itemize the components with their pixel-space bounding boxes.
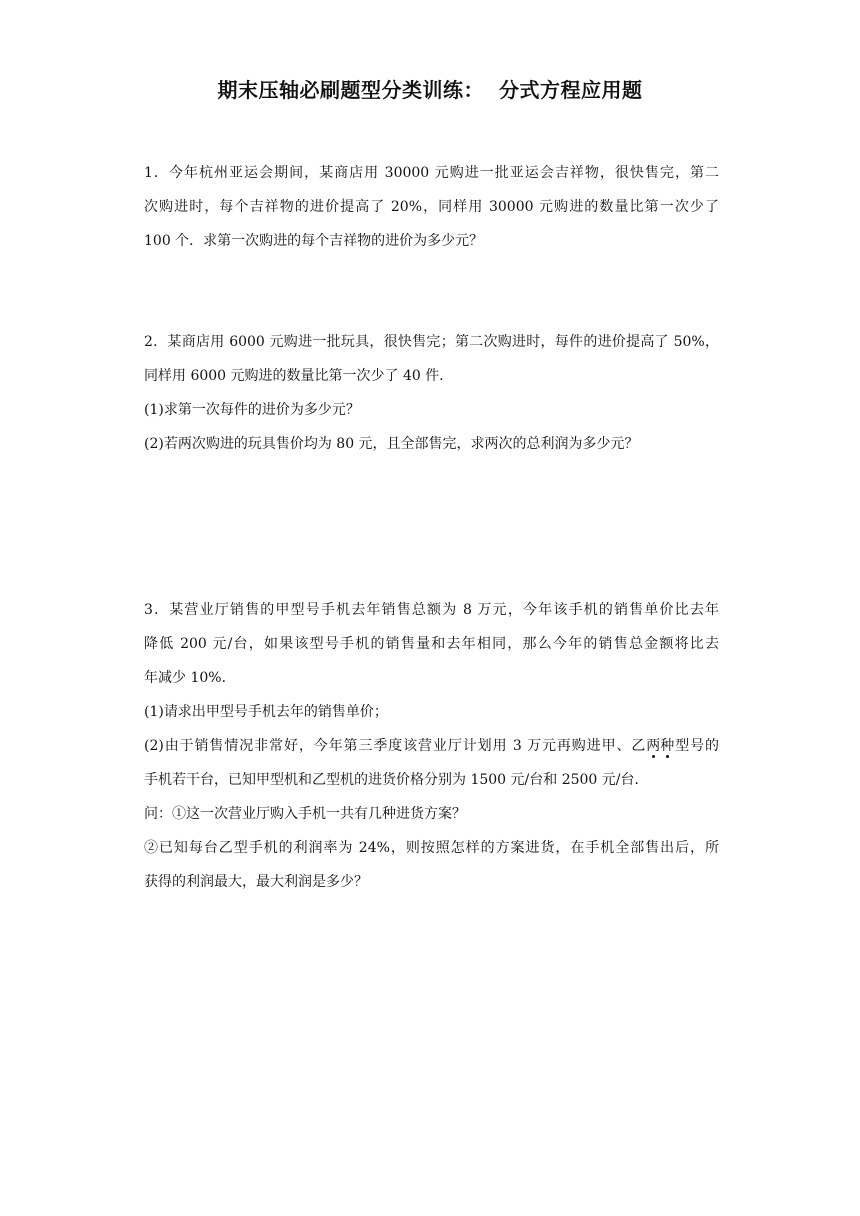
emphasis-dot-char: 种 [660, 729, 674, 763]
problem-2-question-2: (2)若两次购进的玩具售价均为 80 元，且全部售完，求两次的总利润为多少元？ [144, 436, 639, 452]
problem-1-line-3: 100 个．求第一次购进的每个吉祥物的进价为多少元？ [144, 233, 484, 249]
problem-3-subquestion-2-cont: 获得的利润最大，最大利润是多少？ [144, 874, 368, 890]
problem-3-line-3: 年减少 10%． [144, 670, 236, 686]
problem-3-question-2: (2)由于销售情况非常好，今年第三季度该营业厅计划用 3 万元再购进甲、乙两种型号的 [144, 729, 719, 763]
problem-1-line-1: 1．今年杭州亚运会期间，某商店用 30000 元购进一批亚运会吉祥物，很快售完，第二 [144, 165, 719, 181]
problem-3-line-1: 3．某营业厅销售的甲型号手机去年销售总额为 8 万元，今年该手机的销售单价比去年 [144, 602, 719, 618]
problem-3 [144, 593, 719, 899]
problem-3-question-1: (1)请求出甲型号手机去年的销售单价； [144, 704, 388, 720]
problem-2-line-1: 2．某商店用 6000 元购进一批玩具，很快售完；第二次购进时，每件的进价提高了 50%， [144, 334, 719, 350]
page-title: 期末压轴必刷题型分类训练： 分式方程应用题 [217, 78, 643, 102]
problem-2-question-1: (1)求第一次每件的进价为多少元？ [144, 402, 360, 418]
problem-1 [144, 156, 719, 258]
emphasis-dot-char: 两 [646, 729, 660, 763]
problem-3-subquestion-1: 问：①这一次营业厅购入手机一共有几种进货方案？ [144, 806, 466, 822]
problem-1-line-2: 次购进时，每个吉祥物的进价提高了 20%，同样用 30000 元购进的数量比第一次少了 [144, 199, 719, 215]
problem-2 [144, 325, 719, 461]
problem-3-line-2: 降低 200 元/台，如果该型号手机的销售量和去年相同，那么今年的销售总金额将比去 [144, 636, 719, 652]
problem-3-question-2-cont: 手机若干台，已知甲型机和乙型机的进货价格分别为 1500 元/台和 2500 元/台． [144, 772, 649, 788]
problem-3-subquestion-2: ②已知每台乙型手机的利润率为 24%，则按照怎样的方案进货，在手机全部售出后，所 [144, 840, 719, 856]
problem-2-line-2: 同样用 6000 元购进的数量比第一次少了 40 件． [144, 368, 454, 384]
